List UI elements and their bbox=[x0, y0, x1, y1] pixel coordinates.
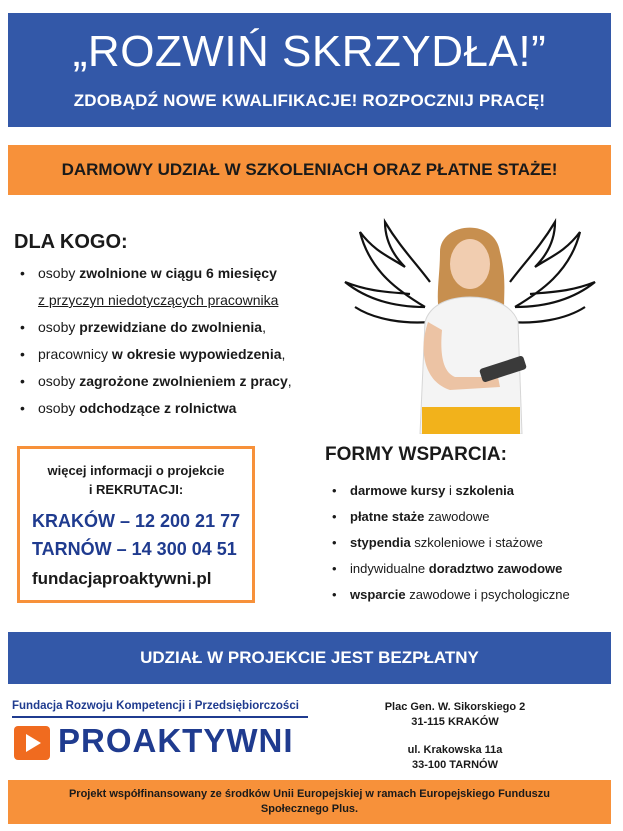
address-krakow: Plac Gen. W. Sikorskiego 2 31-115 KRAKÓW bbox=[384, 701, 526, 728]
list-item: • osoby zwolnione w ciągu 6 miesięcy bbox=[20, 260, 340, 287]
header-banner bbox=[8, 13, 611, 127]
list-item: • darmowe kursy i szkolenia bbox=[332, 478, 622, 504]
bullet-icon: • bbox=[332, 509, 337, 524]
bullet-icon: • bbox=[20, 373, 25, 389]
phone-tarnow[interactable]: TARNÓW – 14 300 04 51 bbox=[32, 539, 237, 559]
bullet-icon: • bbox=[20, 400, 25, 416]
bullet-icon: • bbox=[332, 561, 337, 576]
offer-banner: DARMOWY UDZIAŁ W SZKOLENIACH ORAZ PŁATNE STAŻE! bbox=[8, 145, 611, 195]
support-heading: FORMY WSPARCIA: bbox=[325, 444, 507, 465]
target-list bbox=[20, 260, 340, 422]
foundation-name: Fundacja Rozwoju Kompetencji i Przedsiębiorczości bbox=[12, 700, 299, 712]
bullet-icon: • bbox=[20, 265, 25, 281]
bullet-icon: • bbox=[332, 483, 337, 498]
list-item: • stypendia szkoleniowe i stażowe bbox=[332, 530, 622, 556]
funding-text: Projekt współfinansowany ze środków Unii Europejskiej w ramach Europejskiego Funduszu Społecznego Plus. bbox=[68, 788, 551, 815]
page-title: „ROZWIŃ SKRZYDŁA!” bbox=[72, 27, 547, 76]
target-heading: DLA KOGO: bbox=[14, 231, 128, 253]
divider bbox=[12, 716, 308, 718]
address-tarnow: ul. Krakowska 11a 33-100 TARNÓW bbox=[407, 744, 503, 771]
list-item: • wsparcie zawodowe i psychologiczne bbox=[332, 582, 622, 608]
logo-wordmark: PROAKTYWNI bbox=[58, 722, 294, 759]
list-item: • płatne staże zawodowe bbox=[332, 504, 622, 530]
list-item: • osoby odchodzące z rolnictwa bbox=[20, 395, 340, 422]
list-item: • osoby zagrożone zwolnieniem z pracy, bbox=[20, 368, 340, 395]
list-item: • osoby przewidziane do zwolnienia, bbox=[20, 314, 340, 341]
contact-intro: więcej informacji o projekcie i REKRUTACJI: bbox=[47, 463, 225, 497]
woman-with-wings-photo bbox=[330, 212, 610, 434]
website-link[interactable]: fundacjaproaktywni.pl bbox=[32, 569, 212, 588]
header-subtitle: ZDOBĄDŹ NOWE KWALIFIKACJE! ROZPOCZNIJ PRACĘ! bbox=[73, 91, 546, 110]
bullet-icon: • bbox=[20, 346, 25, 362]
contact-box bbox=[17, 446, 255, 603]
list-item: z przyczyn niedotyczących pracownika bbox=[38, 292, 279, 308]
list-item: • indywidualne doradztwo zawodowe bbox=[332, 556, 622, 582]
bullet-icon: • bbox=[332, 535, 337, 550]
list-item: • pracownicy w okresie wypowiedzenia, bbox=[20, 341, 340, 368]
funding-footer bbox=[8, 780, 611, 824]
phone-krakow[interactable]: KRAKÓW – 12 200 21 77 bbox=[32, 511, 241, 531]
free-participation-banner: UDZIAŁ W PROJEKCIE JEST BEZPŁATNY bbox=[8, 632, 611, 684]
support-list bbox=[332, 478, 622, 608]
play-logo-icon bbox=[14, 726, 50, 760]
bullet-icon: • bbox=[20, 319, 25, 335]
bullet-icon: • bbox=[332, 587, 337, 602]
